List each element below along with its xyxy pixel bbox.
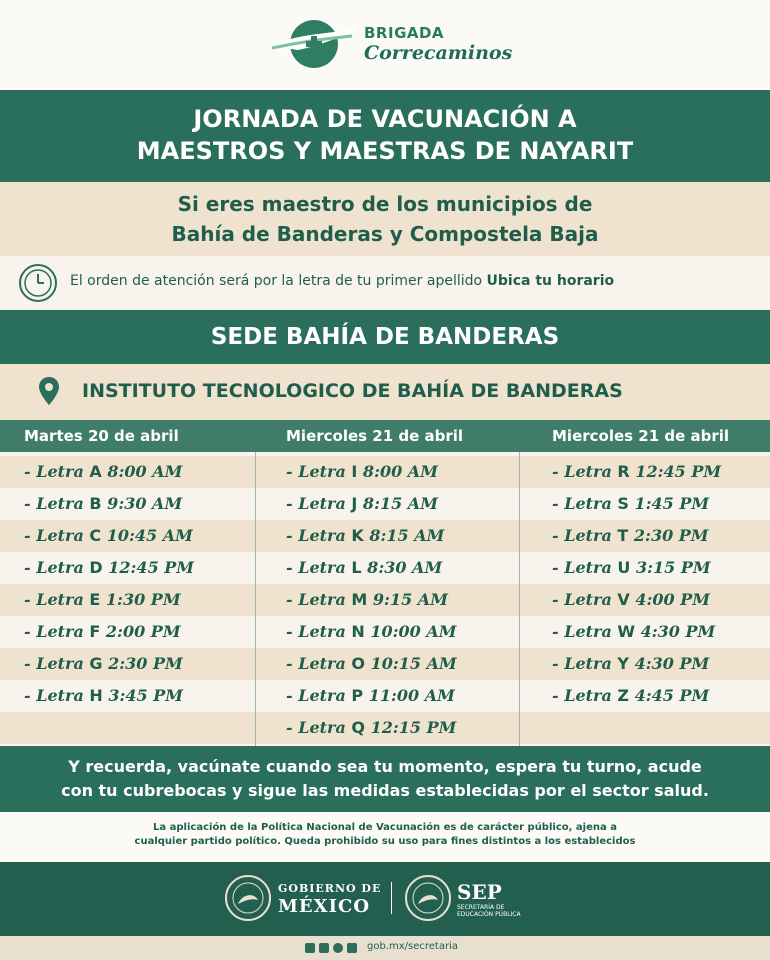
letter-value: K [351,526,364,545]
time-value: 8:15 AM [363,526,445,545]
schedule-entry [24,648,183,680]
footer [0,936,770,960]
letter-value: V [617,590,630,609]
schedule-entry [552,552,711,584]
schedule-entry [24,584,181,616]
letter-value: W [617,622,636,641]
reminder-line-1: Y recuerda, vacúnate cuando sea tu momento, espera tu turno, acude [68,757,702,776]
letter-prefix: - Letra [24,654,90,673]
schedule-entry [286,584,448,616]
schedule-entry [552,456,721,488]
brand-line-2: Correcaminos [364,42,513,64]
time-value: 3:45 PM [102,686,183,705]
place-name: INSTITUTO TECNOLOGICO DE BAHÍA DE BANDERAS [82,380,623,402]
location-pin-icon [38,376,60,406]
column-divider [255,420,256,746]
letter-prefix: - Letra [24,590,90,609]
schedule-entry [286,488,438,520]
gobierno-label: GOBIERNO DE [278,882,382,895]
schedule-entry [286,616,457,648]
letter-value: S [617,494,629,513]
schedule-entry [286,520,444,552]
time-value: 11:00 AM [363,686,455,705]
letter-prefix: - Letra [286,558,352,577]
order-text [70,273,614,289]
sede-heading: SEDE BAHÍA DE BANDERAS [0,310,770,364]
schedule-entry [24,680,183,712]
time-value: 2:30 PM [628,526,709,545]
schedule-entry [286,648,457,680]
time-value: 9:15 AM [367,590,448,609]
letter-value: E [89,590,101,609]
time-value: 8:30 AM [361,558,443,577]
reminder-line-2: con tu cubrebocas y sigue las medidas establecidas por el sector salud. [61,781,709,800]
time-value: 2:30 PM [102,654,183,673]
schedule-entry [552,488,709,520]
letter-value: R [617,462,630,481]
letter-prefix: - Letra [24,622,90,641]
letter-value: P [351,686,364,705]
time-value: 4:45 PM [629,686,710,705]
letter-value: U [617,558,631,577]
letter-prefix: - Letra [552,654,618,673]
letter-value: T [617,526,629,545]
schedule-entry [286,552,442,584]
column-day-header: Martes 20 de abril [0,420,255,452]
letter-prefix: - Letra [552,558,618,577]
sep-seal-icon [404,874,452,922]
sep-label: SEP [457,880,502,904]
time-value: 8:15 AM [357,494,438,513]
clock-icon [18,263,58,303]
mexico-label: MÉXICO [278,896,371,917]
letter-value: Q [351,718,366,737]
title-line-1: JORNADA DE VACUNACIÓN A [193,105,577,133]
letter-value: G [89,654,103,673]
schedule-entry [24,552,194,584]
order-emphasis: Ubica tu horario [486,273,615,289]
time-value: 4:30 PM [635,622,716,641]
instagram-icon[interactable] [333,943,343,953]
time-value: 3:15 PM [630,558,711,577]
letter-value: O [351,654,366,673]
letter-prefix: - Letra [286,526,352,545]
letter-value: B [89,494,102,513]
column-divider [519,420,520,746]
title-line-2: MAESTROS Y MAESTRAS DE NAYARIT [136,137,634,165]
legal-line-2: cualquier partido político. Queda prohibido su uso para fines distintos a los establecidos [134,836,636,847]
legal-line-1: La aplicación de la Política Nacional de Vacunación es de carácter público, ajena a [153,822,617,833]
schedule-entry [552,648,709,680]
letter-prefix: - Letra [552,590,618,609]
letter-prefix: - Letra [286,654,352,673]
letter-prefix: - Letra [552,494,618,513]
time-value: 1:45 PM [628,494,710,513]
letter-prefix: - Letra [286,718,352,737]
letter-prefix: - Letra [24,494,90,513]
time-value: 10:00 AM [364,622,457,641]
letter-value: J [351,494,358,513]
government-band [0,862,770,936]
schedule-entry [552,520,709,552]
letter-prefix: - Letra [24,686,90,705]
letter-prefix: - Letra [286,494,352,513]
letter-prefix: - Letra [552,462,618,481]
letter-prefix: - Letra [24,526,90,545]
order-description: El orden de atención será por la letra de tu primer apellido [70,273,483,289]
time-value: 1:30 PM [100,590,181,609]
schedule-entry [552,616,715,648]
page-title [0,90,770,182]
schedule-entry [24,520,193,552]
reminder [0,746,770,812]
youtube-icon[interactable] [347,943,357,953]
letter-prefix: - Letra [552,622,618,641]
letter-value: L [351,558,362,577]
footer-link[interactable]: gob.mx/secretaria [367,941,458,952]
order-info [0,256,770,310]
letter-prefix: - Letra [552,526,618,545]
time-value: 10:45 AM [101,526,193,545]
letter-value: I [351,462,358,481]
letter-value: C [89,526,102,545]
time-value: 12:15 PM [365,718,457,737]
letter-value: M [351,590,368,609]
letter-value: N [351,622,365,641]
letter-value: A [89,462,102,481]
letter-value: H [89,686,103,705]
letter-value: D [89,558,103,577]
brigada-correcaminos-logo-icon [268,16,360,72]
subtitle-line-2: Bahía de Banderas y Compostela Baja [171,222,599,246]
letter-prefix: - Letra [286,686,352,705]
time-value: 8:00 AM [357,462,438,481]
time-value: 9:30 AM [101,494,183,513]
schedule-entry [24,488,182,520]
letter-value: Y [617,654,629,673]
subtitle [0,182,770,256]
column-day-header: Miercoles 21 de abril [255,420,520,452]
schedule-entry [286,712,456,744]
schedule-table [0,420,770,746]
time-value: 10:15 AM [365,654,457,673]
schedule-entry [552,680,709,712]
letter-prefix: - Letra [24,462,90,481]
schedule-entry [24,456,182,488]
subtitle-line-1: Si eres maestro de los municipios de [177,192,593,216]
place-row [0,364,770,420]
schedule-entry [286,680,455,712]
letter-prefix: - Letra [286,462,352,481]
schedule-entry [24,616,181,648]
mexico-seal-icon [224,874,272,922]
logo-divider [391,882,392,914]
time-value: 4:30 PM [629,654,710,673]
brand-line-1: BRIGADA [364,24,445,42]
legal-notice [0,812,770,862]
brand-header [0,0,770,90]
schedule-entry [286,456,438,488]
time-value: 2:00 PM [100,622,181,641]
sep-subtitle: SECRETARÍA DE EDUCACIÓN PÚBLICA [457,904,521,918]
letter-prefix: - Letra [24,558,90,577]
time-value: 8:00 AM [101,462,183,481]
facebook-icon[interactable] [305,943,315,953]
twitter-icon[interactable] [319,943,329,953]
time-value: 12:45 PM [629,462,722,481]
column-day-header: Miercoles 21 de abril [520,420,770,452]
schedule-entry [552,584,710,616]
letter-prefix: - Letra [552,686,618,705]
time-value: 4:00 PM [629,590,710,609]
letter-value: Z [617,686,630,705]
letter-prefix: - Letra [286,622,352,641]
time-value: 12:45 PM [102,558,195,577]
letter-prefix: - Letra [286,590,352,609]
letter-value: F [89,622,101,641]
